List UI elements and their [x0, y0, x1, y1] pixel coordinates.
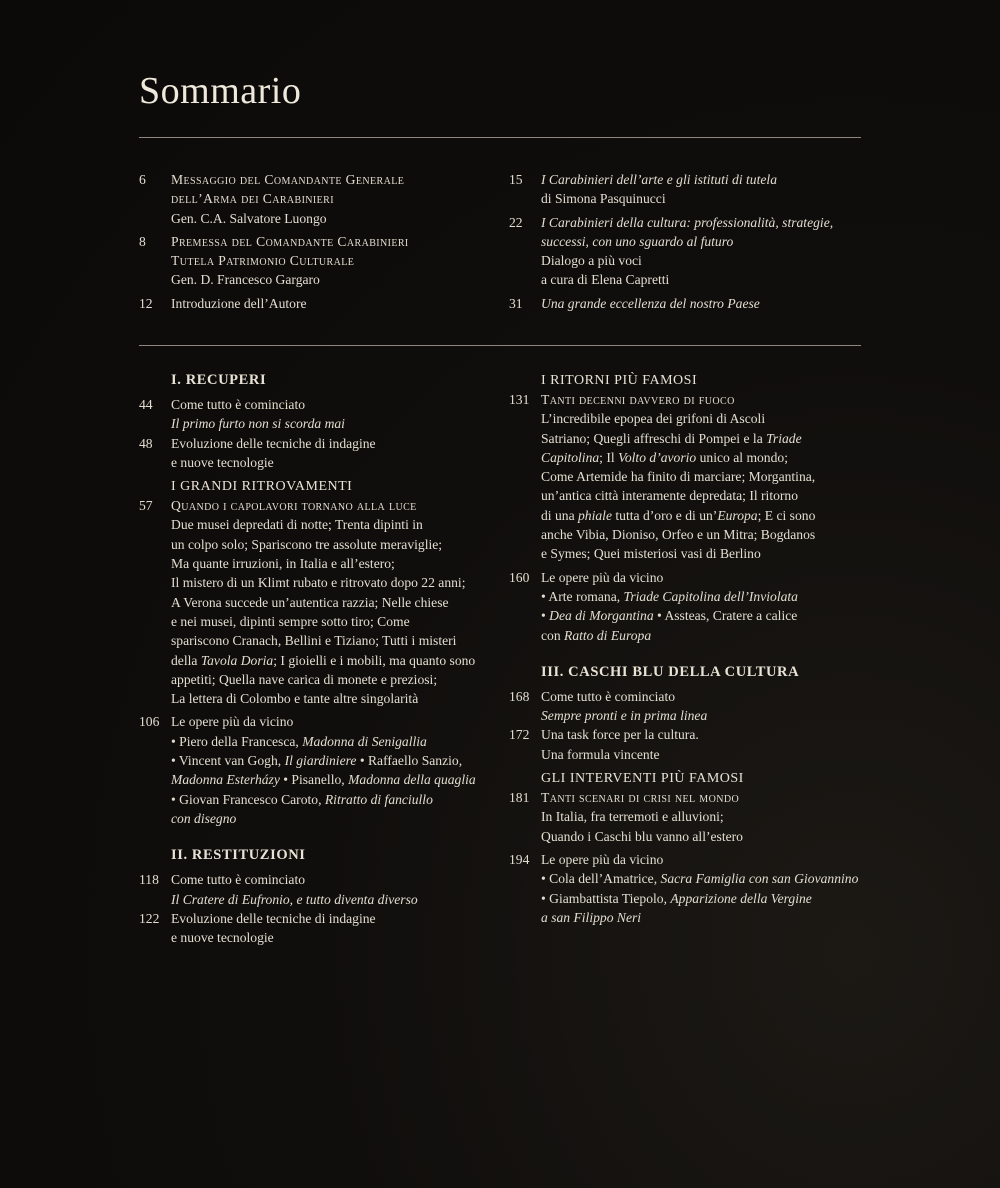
entry-text: e nei musei, dipinti sempre sotto tiro; Come: [171, 613, 410, 629]
page-number: 181: [509, 790, 530, 806]
entry-title: Una grande eccellenza del nostro Paese: [541, 295, 760, 311]
entry-text: • Dea di Morgantina • Assteas, Cratere a calice: [541, 608, 798, 624]
page-number: 48: [139, 435, 153, 451]
entry-subtitle: Il Cratere di Eufronio, e tutto diventa diverso: [171, 891, 418, 907]
toc-entry[interactable]: [139, 712, 489, 828]
entry-text: di una phiale tutta d’oro e di un’Europa; E ci sono: [541, 507, 816, 523]
entry-text: con disegno: [171, 810, 237, 826]
entry-title-cont: e nuove tecnologie: [171, 454, 274, 470]
entry-text: spariscono Cranach, Bellini e Tiziano; Tutti i misteri: [171, 633, 457, 649]
entry-title: Come tutto è cominciato: [171, 872, 306, 888]
entry-text: Satriano; Quegli affreschi di Pompei e la Triade: [541, 430, 802, 446]
page-number: 57: [139, 498, 153, 514]
toc-entry[interactable]: [139, 909, 489, 948]
page-number: 106: [139, 714, 160, 730]
page-number: 8: [139, 233, 146, 249]
entry-title-cont: Una formula vincente: [541, 746, 660, 762]
entry-title: Le opere più da vicino: [541, 569, 664, 585]
entry-text: e Symes; Quei misteriosi vasi di Berlino: [541, 546, 761, 562]
entry-title: Evoluzione delle tecniche di indagine: [171, 910, 376, 926]
toc-entry[interactable]: [139, 294, 489, 313]
toc-entry[interactable]: [139, 232, 489, 290]
page-number: 118: [139, 872, 159, 888]
toc-entry[interactable]: [509, 390, 861, 564]
toc-entry[interactable]: [509, 725, 861, 764]
entry-subtitle: Sempre pronti e in prima linea: [541, 708, 708, 724]
page-title: Sommario: [139, 70, 302, 112]
entry-title: I Carabinieri dell’arte e gli istituti di tutela: [541, 172, 777, 187]
entry-text: Quando i Caschi blu vanno all’estero: [541, 828, 743, 844]
entry-text: della Tavola Doria; I gioielli e i mobili, ma quanto sono: [171, 652, 476, 668]
entry-text: Ma quante irruzioni, in Italia e all’estero;: [171, 556, 395, 572]
entry-text: appetiti; Quella nave carica di monete e preziosi;: [171, 671, 438, 687]
entry-text: un colpo solo; Spariscono tre assolute meraviglie;: [171, 536, 443, 552]
page-number: 12: [139, 295, 153, 311]
section-heading-restituzioni: II. RESTITUZIONI: [171, 847, 306, 864]
toc-entry[interactable]: [139, 496, 489, 708]
front-matter-left: [139, 170, 489, 313]
page-number: 131: [509, 392, 530, 407]
toc-entry[interactable]: [139, 170, 489, 228]
entry-text: • Piero della Francesca, Madonna di Senigallia: [171, 733, 427, 749]
toc-entry[interactable]: [509, 788, 861, 846]
entry-title: Le opere più da vicino: [171, 714, 294, 730]
entry-author: di Simona Pasquinucci: [541, 191, 666, 207]
entry-text: Due musei depredati di notte; Trenta dipinti in: [171, 517, 423, 533]
entry-text: A Verona succede un’autentica razzia; Nelle chiese: [171, 594, 449, 610]
entry-title: Evoluzione delle tecniche di indagine: [171, 435, 376, 451]
entry-title: Quando i capolavori tornano alla luce: [171, 498, 417, 514]
page-number: 168: [509, 688, 530, 704]
contents-left: [139, 371, 489, 947]
entry-title: Tanti scenari di crisi nel mondo: [541, 790, 740, 806]
entry-title: Premessa del Comandante Carabinieri: [171, 233, 409, 249]
subsection-heading-ritrovamenti: I GRANDI RITROVAMENTI: [171, 479, 353, 495]
entry-author: Gen. D. Francesco Gargaro: [171, 272, 320, 288]
page-number: 172: [509, 727, 530, 743]
contents-right: [509, 371, 861, 927]
entry-text: • Arte romana, Triade Capitolina dell’Inviolata: [541, 588, 798, 604]
page-number: 122: [139, 910, 160, 926]
section-heading-caschi-blu: III. CASCHI BLU DELLA CULTURA: [541, 663, 800, 680]
toc-entry[interactable]: [139, 395, 489, 434]
entry-title: Una task force per la cultura.: [541, 727, 699, 743]
entry-text: La lettera di Colombo e tante altre singolarità: [171, 691, 419, 707]
entry-text: Il mistero di un Klimt rubato e ritrovato dopo 22 anni;: [171, 575, 466, 591]
page-number: 160: [509, 569, 530, 585]
entry-text: a san Filippo Neri: [541, 909, 642, 925]
divider-top: [139, 137, 861, 138]
entry-text: • Giambattista Tiepolo, Apparizione della Vergine: [541, 890, 812, 906]
entry-text: Capitolina; Il Volto d’avorio unico al mondo;: [541, 449, 788, 465]
page-number: 22: [509, 214, 523, 230]
entry-text: L’incredibile epopea dei grifoni di Ascoli: [541, 411, 766, 427]
entry-title: Introduzione dell’Autore: [171, 295, 307, 311]
toc-entry[interactable]: [139, 870, 489, 909]
entry-text: anche Vibia, Dioniso, Orfeo e un Mitra; Bogdanos: [541, 527, 816, 543]
entry-title-cont: successi, con uno sguardo al futuro: [541, 233, 734, 249]
subsection-heading-interventi: GLI INTERVENTI PIÙ FAMOSI: [541, 771, 744, 787]
entry-text: • Vincent van Gogh, Il giardiniere • Raffaello Sanzio,: [171, 753, 463, 769]
entry-title-cont: dell’Arma dei Carabinieri: [171, 191, 334, 207]
divider-middle: [139, 345, 861, 346]
entry-text: In Italia, fra terremoti e alluvioni;: [541, 809, 724, 825]
entry-text: con Ratto di Europa: [541, 627, 652, 643]
toc-entry[interactable]: [509, 568, 861, 645]
entry-text: Come Artemide ha finito di marciare; Morgantina,: [541, 469, 816, 485]
entry-title: I Carabinieri della cultura: professionalità, strategie,: [541, 214, 834, 230]
entry-title: Le opere più da vicino: [541, 851, 664, 867]
entry-title: Come tutto è cominciato: [171, 397, 306, 412]
entry-subtitle: Dialogo a più voci: [541, 253, 642, 269]
entry-author: a cura di Elena Capretti: [541, 272, 670, 288]
page-number: 31: [509, 295, 523, 311]
entry-text: • Cola dell’Amatrice, Sacra Famiglia con san Giovannino: [541, 871, 859, 887]
entry-subtitle: Il primo furto non si scorda mai: [171, 416, 345, 432]
page-number: 15: [509, 172, 523, 187]
toc-entry[interactable]: [139, 434, 489, 473]
page-number: 6: [139, 172, 146, 187]
front-matter-right: [509, 170, 861, 313]
section-heading-recuperi: I. RECUPERI: [171, 372, 267, 388]
page-number: 44: [139, 397, 153, 412]
entry-text: un’antica città interamente depredata; Il ritorno: [541, 488, 799, 504]
entry-title: Tanti decenni davvero di fuoco: [541, 392, 735, 407]
entry-title-cont: e nuove tecnologie: [171, 930, 274, 946]
entry-title-cont: Tutela Patrimonio Culturale: [171, 253, 355, 269]
toc-entry[interactable]: [509, 170, 861, 209]
toc-entry[interactable]: [509, 850, 861, 927]
entry-text: Madonna Esterházy • Pisanello, Madonna della quaglia: [171, 772, 476, 788]
entry-title: Come tutto è cominciato: [541, 688, 676, 704]
toc-entry[interactable]: [509, 687, 861, 726]
toc-entry[interactable]: [509, 294, 861, 313]
subsection-heading-ritorni: I RITORNI PIÙ FAMOSI: [541, 373, 698, 388]
page-number: 194: [509, 851, 530, 867]
entry-text: • Giovan Francesco Caroto, Ritratto di fanciullo: [171, 791, 433, 807]
entry-author: Gen. C.A. Salvatore Luongo: [171, 210, 327, 226]
toc-entry[interactable]: [509, 213, 861, 290]
entry-title: Messaggio del Comandante Generale: [171, 172, 405, 187]
